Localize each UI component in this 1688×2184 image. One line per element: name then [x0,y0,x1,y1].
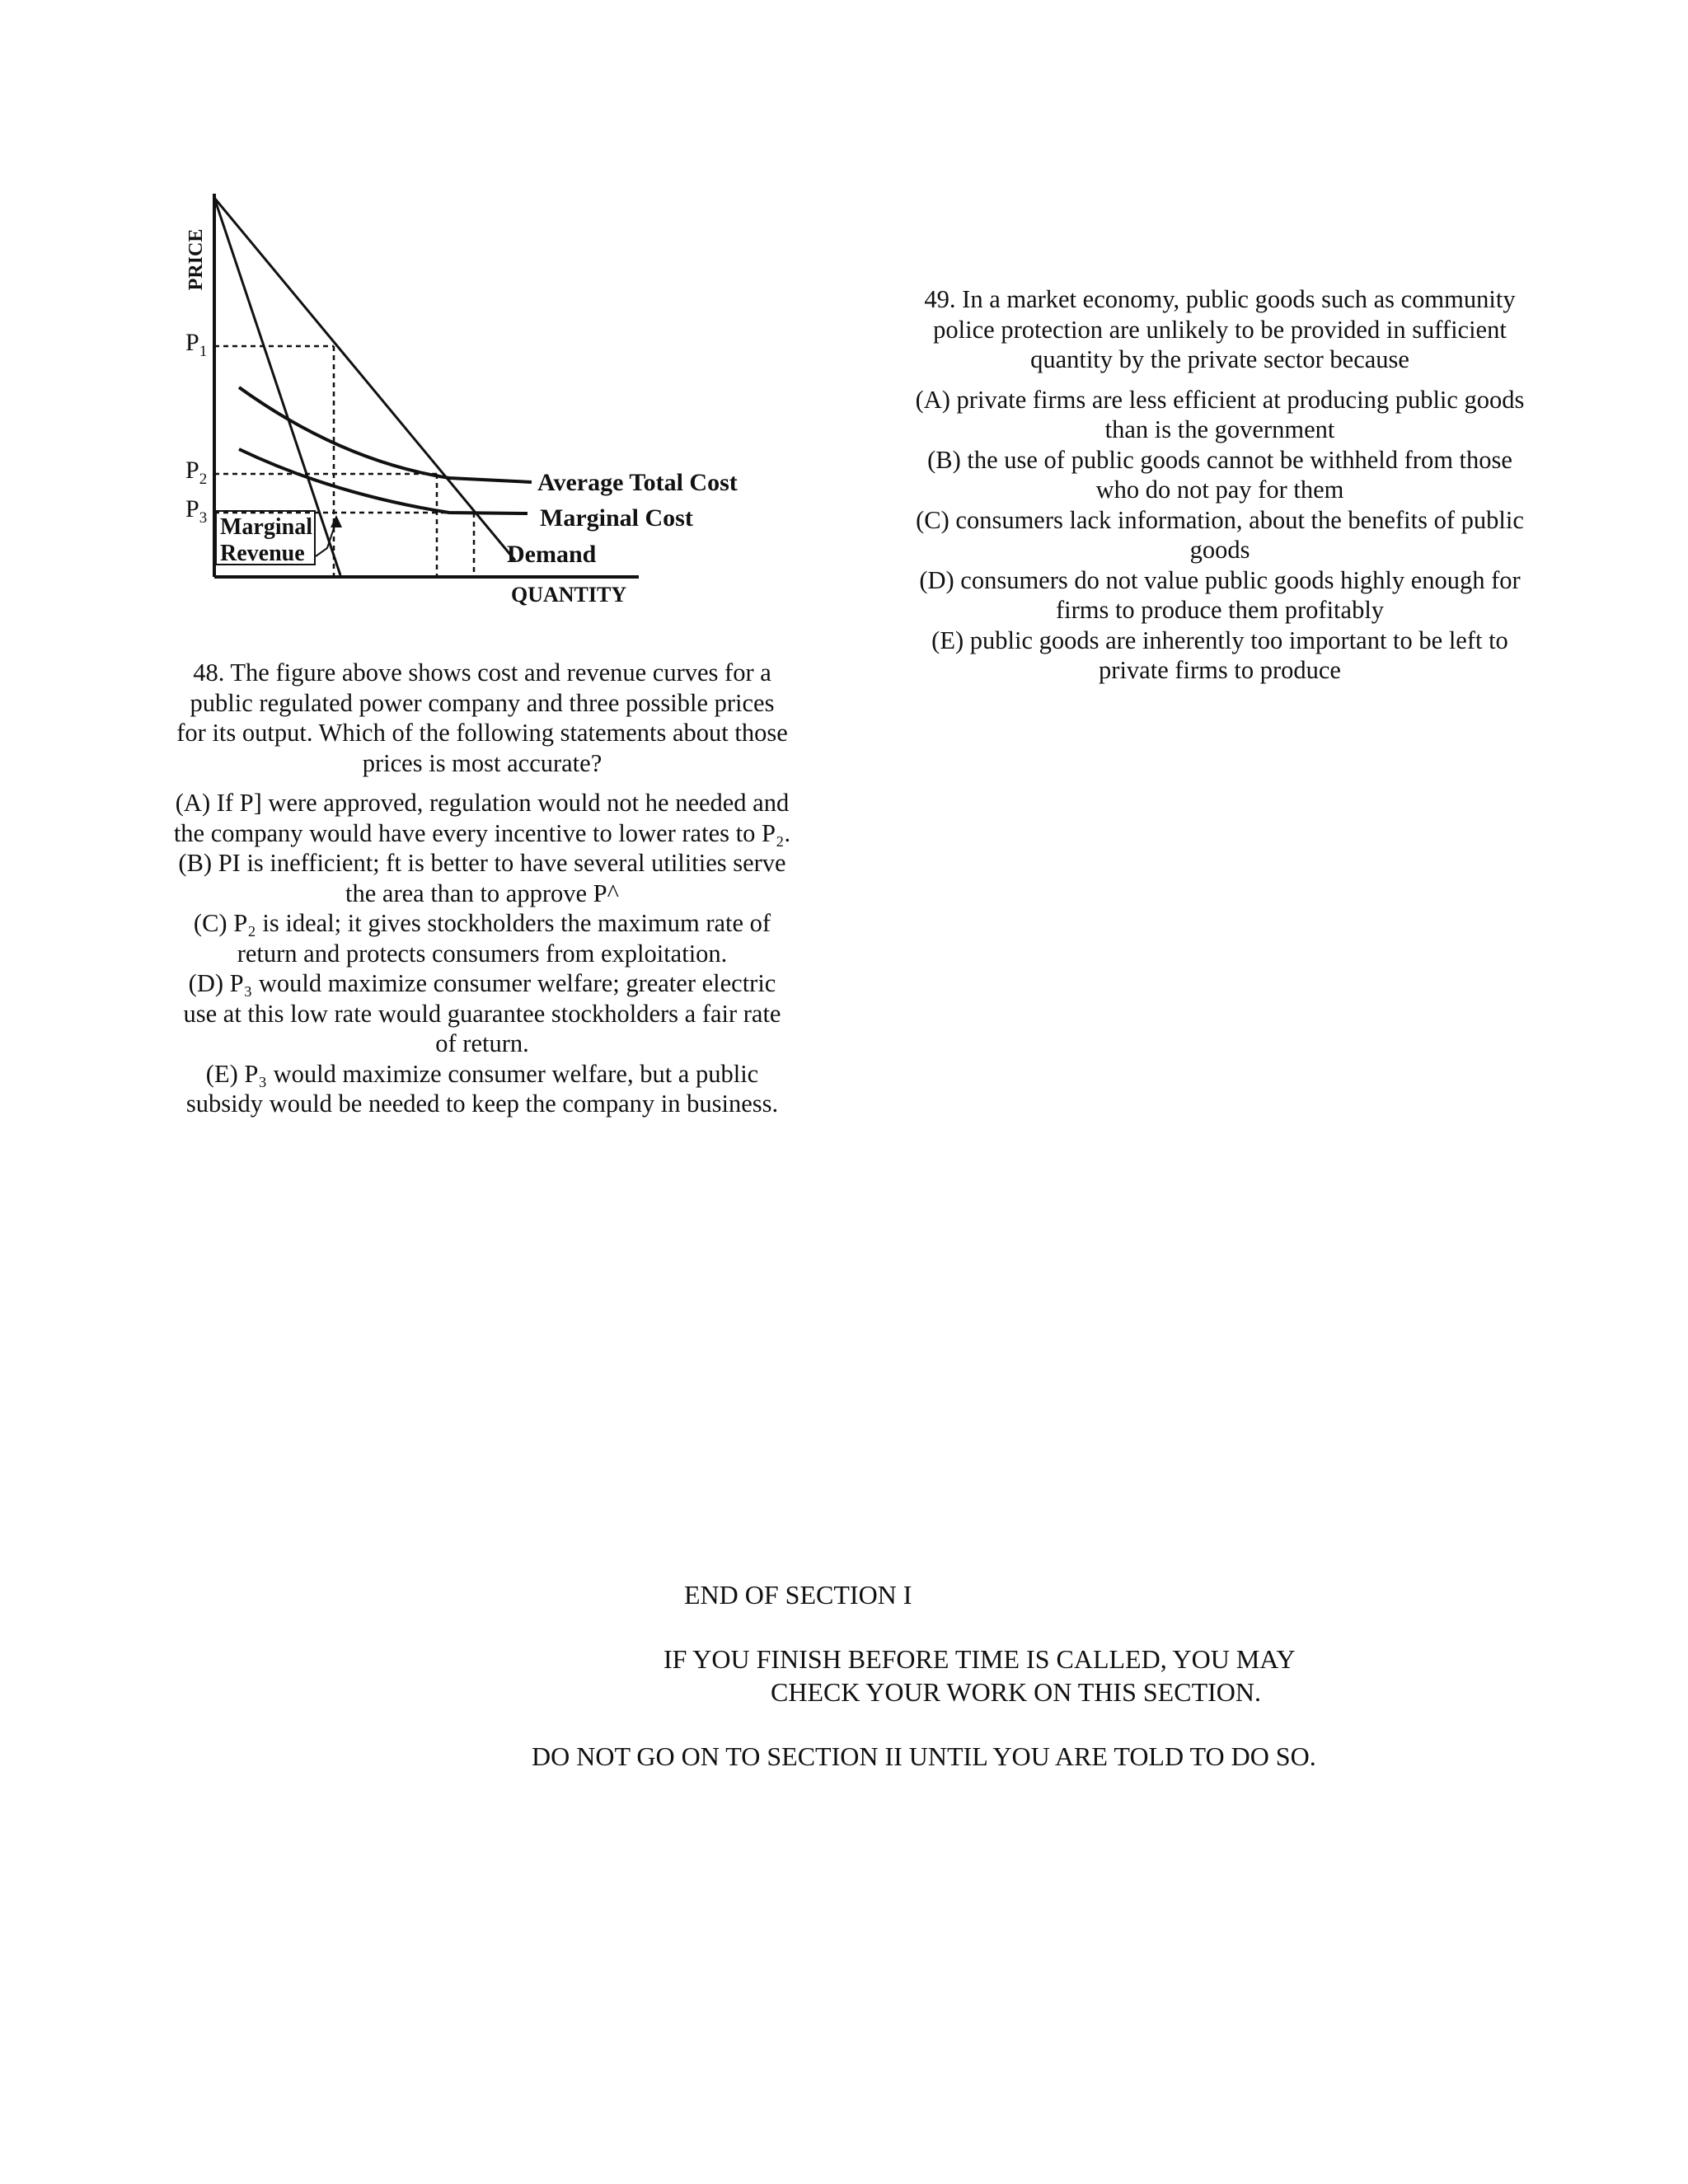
choice-letter: (E) [931,626,964,654]
choice-letter: (D) [919,565,954,594]
p1-label: $P_1$ [185,329,208,360]
choice-48-d [173,968,791,1059]
choice-letter: (C) [916,505,950,534]
choice-48-a [173,788,791,848]
x-axis-label: QUANTITY [511,583,627,607]
mr-label-line2: Revenue [220,541,305,566]
choice-text: consumers do not value public goods highly enough for firms to produce them profitably [960,565,1521,624]
atc-label: Average Total Cost [537,469,738,496]
choice-text: private firms are less efficient at producing public goods than is the government [956,385,1525,443]
choice-letter: (A) [915,385,950,414]
choice-text: the use of public goods cannot be withheld from those who do not pay for them [967,445,1512,504]
choice-letter: (C) [193,909,227,937]
choice-49-d [911,565,1529,626]
p2-label: $P_2$ [185,457,208,488]
choice-letter: (A) [175,789,211,817]
choice-48-e [173,1059,791,1119]
choice-text: P₂ is ideal; it gives stockholders the maximum rate of return and protects consumers from exploitation. [233,909,771,968]
question-48-choices [173,788,791,1119]
demand-label: Demand [507,541,597,568]
end-of-section-heading: END OF SECTION I [684,1580,912,1610]
choice-49-e [911,626,1529,686]
finish-instruction-line1: IF YOU FINISH BEFORE TIME IS CALLED, YOU MAY [663,1644,1296,1674]
choice-letter: (B) [927,445,961,474]
choice-letter: (B) [178,849,213,877]
finish-instruction-line2: CHECK YOUR WORK ON THIS SECTION. [771,1677,1261,1707]
mc-label: Marginal Cost [540,504,693,532]
choice-48-b [173,848,791,908]
choice-49-b [911,445,1529,505]
mr-label-line1: Marginal [220,514,312,540]
question-48 [173,658,791,1119]
question-48-stem: 48. The figure above shows cost and revenue curves for a public regulated power company and three possible prices for its output. Which of the following statements about those prices is most accurate? [176,658,788,777]
y-axis-label: PRICE [185,228,207,291]
question-49 [911,284,1529,686]
do-not-go-instruction: DO NOT GO ON TO SECTION II UNTIL YOU ARE TOLD TO DO SO. [532,1741,1316,1771]
choice-text: public goods are inherently too important to be left to private firms to produce [969,626,1508,684]
choice-49-a [911,385,1529,445]
demand-curve [214,198,515,560]
choice-49-c [911,505,1529,565]
question-49-stem: 49. In a market economy, public goods such as community police protection are unlikely to be provided in sufficient quantity by the private sector because [924,285,1516,373]
choice-text: If P] were approved, regulation would not he needed and the company would have every incentive to lower rates to P₂. [173,789,791,847]
mr-arrowhead-icon [331,515,342,527]
choice-letter: (D) [188,969,223,997]
cost-revenue-figure [177,181,837,626]
choice-text: PI is inefficient; ft is better to have several utilities serve the area than to approve P^ [218,849,786,907]
choice-letter: (E) [205,1059,238,1088]
choice-text: P₃ would maximize consumer welfare, but a public subsidy would be needed to keep the company in business. [185,1059,779,1118]
p3-label: $P_3$ [185,495,208,527]
choice-text: consumers lack information, about the benefits of public goods [955,505,1524,564]
choice-48-c [173,908,791,968]
choice-text: P₃ would maximize consumer welfare; greater electric use at this low rate would guarantee stockholders a fair rate of return. [183,969,781,1057]
question-49-choices [911,385,1529,686]
